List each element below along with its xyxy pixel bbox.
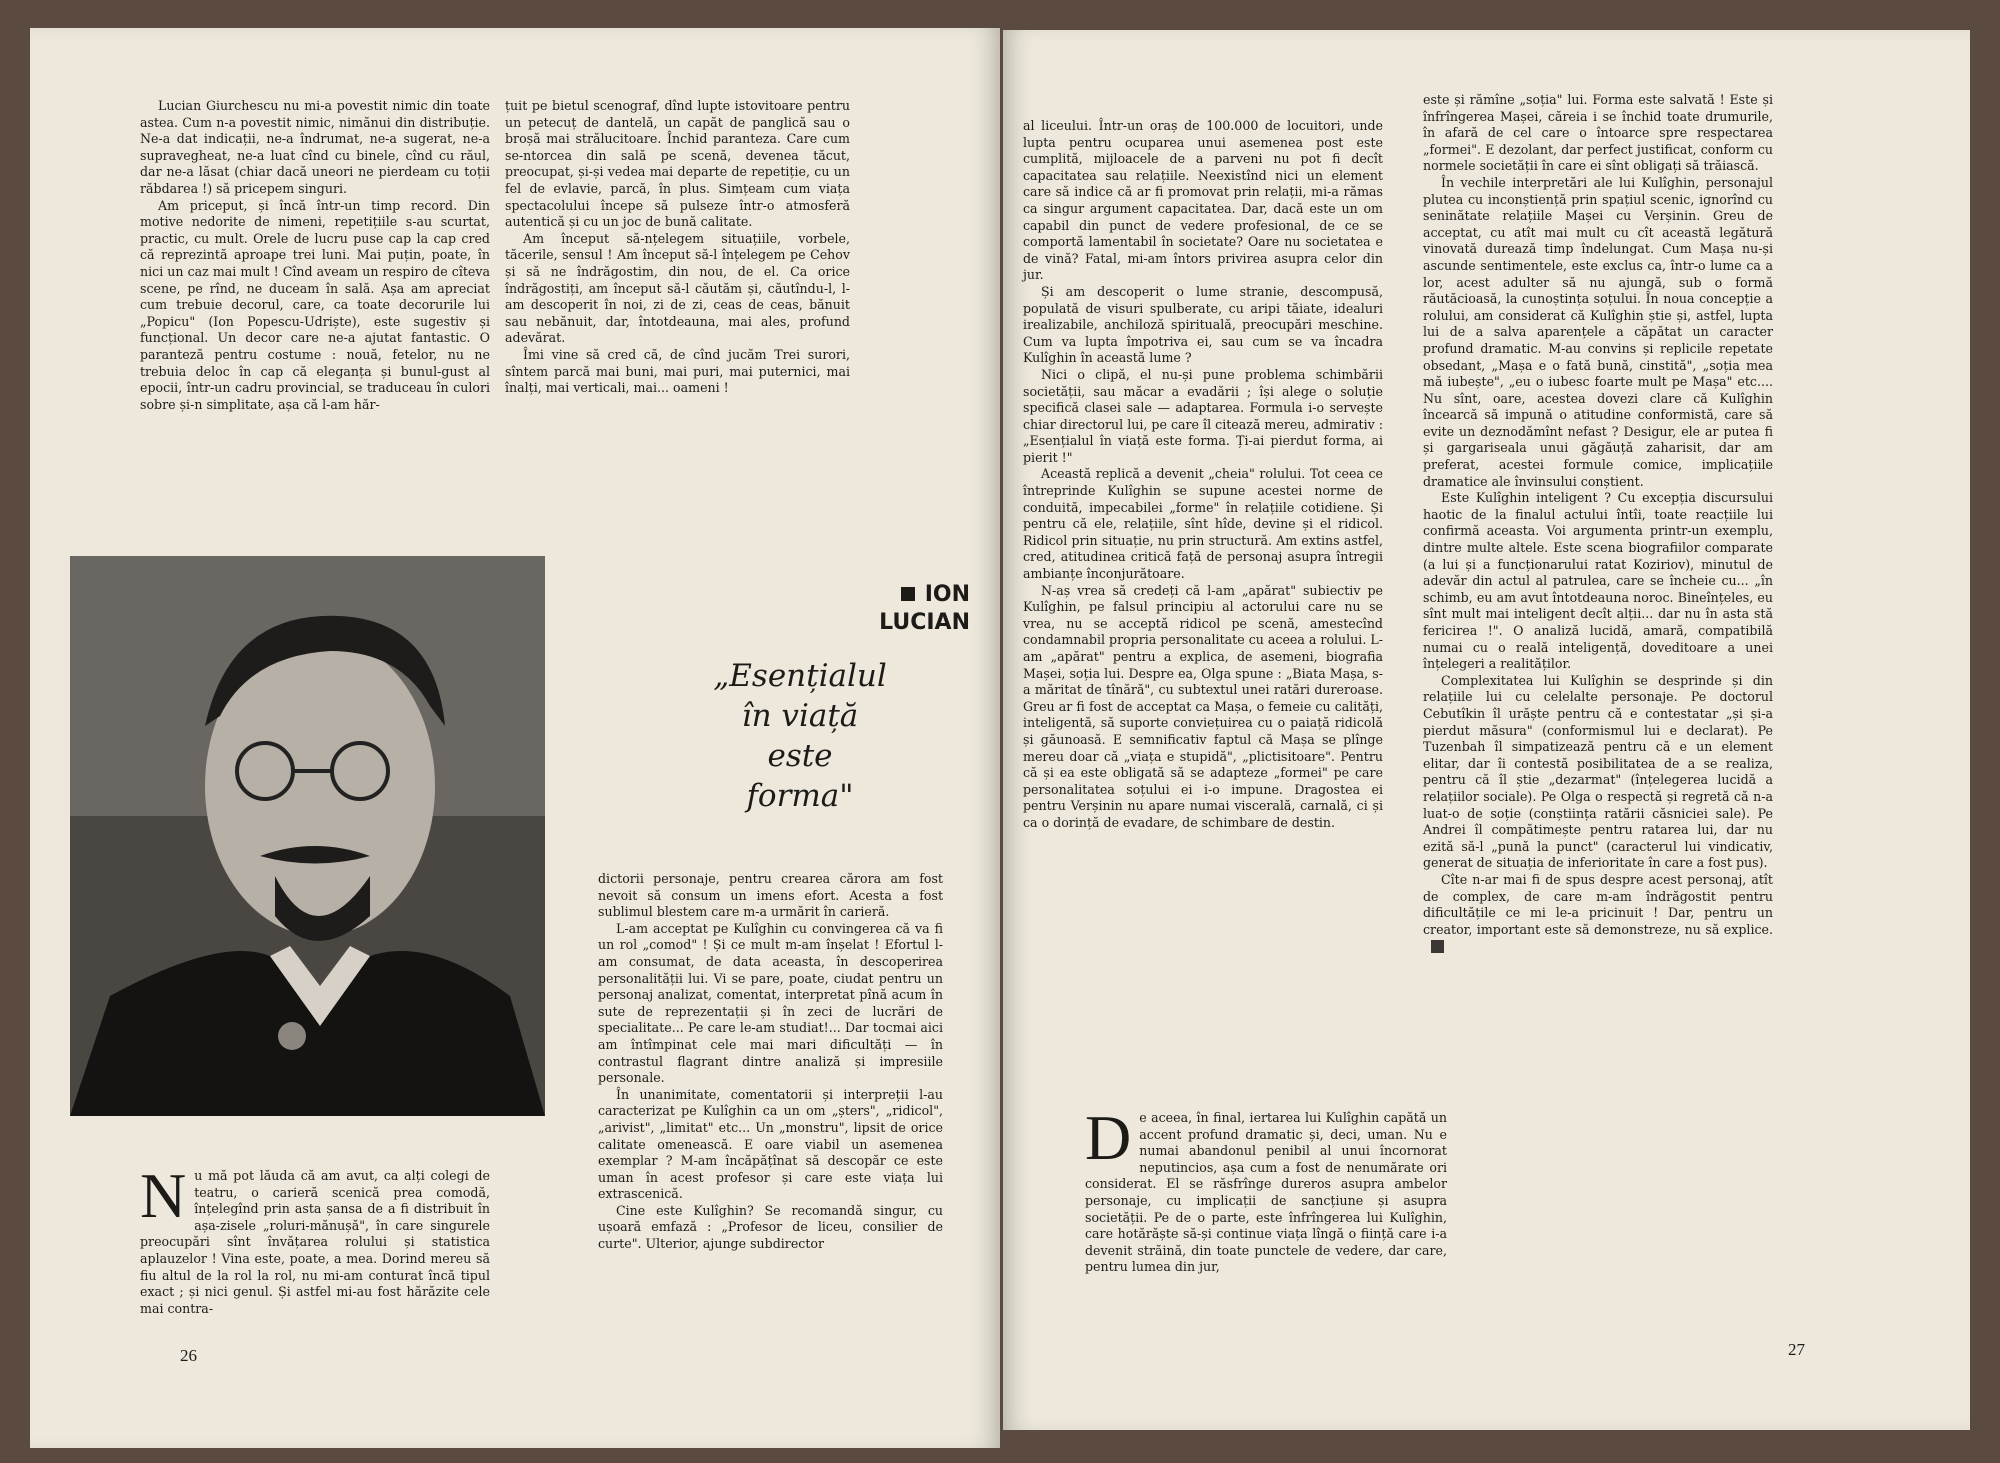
paragraph: Această replică a devenit „cheia" rolului. Tot ceea ce întreprinde Kulîghin se supune acestei norme de conduită, impecabilei „forme" în relațiile cotidiene. Și pentru că ele, relațiile, sînt hîde, devine și el ridicol. Ridicol prin situație, nu prin structură. Am extins astfel, cred, atitudinea critică față de personaj asupra întregii ambianțe înconjurătoare. [1023,466,1383,582]
right-col2 [1423,92,1773,955]
paragraph: Lucian Giurchescu nu mi-a povestit nimic din toate astea. Cum n-a povestit nimic, nimănui din distribuție. Ne-a dat indicații, ne-a îndrumat, ne-a sugerat, ne-a supravegheat, ne-a luat cînd cu binele, cînd cu răul, dar ne-a lăsat (chiar dacă uneori ne pierdeam cu toții răbdarea !) să pricepem singuri. [140,98,490,196]
paragraph: Îmi vine să cred că, de cînd jucăm Trei surori, sîntem parcă mai buni, mai puri, mai puternici, mai înalți, mai verticali, mai... oameni ! [505,346,850,396]
right-page [1003,30,1970,1430]
page-number: 27 [1788,1340,1805,1359]
author-name: ION LUCIAN [879,582,970,635]
paragraph: u mă pot lăuda că am avut, ca alți colegi de teatru, o carieră scenică prea comodă, înțelegînd prin asta șansa de a fi distribuit în așa-zisele „roluri-mănușă", în care singurele preocupări sînt învățarea rolului și statistica aplauzelor ! Vina este, poate, a mea. Dorind mereu să fiu altul de la rol la rol, nu mi-am conturat încă tipul exact ; și nici genul. Și astfel mi-au fost hărăzite cele mai contra- [140,1168,490,1316]
paragraph: În unanimitate, comentatorii și interpreții l-au caracterizat pe Kulîghin ca un om „șters", „ridicol", „arivist", „limitat" etc... Un „monstru", lipsit de orice calitate omenească. E oare viabil un asemenea exemplar ? M-am încăpățînat să descopăr ce este uman în acest profesor și care este viața lui extrascenică. [598,1086,943,1202]
drop-cap: D [1085,1102,1132,1173]
paragraph: N-aș vrea să credeți că l-am „apărat" subiectiv pe Kulîghin, pe falsul principiu al actorului care nu se vrea, nu se acceptă ridicol pe scenă, amestecînd condamnabil propria personalitate cu aceea a rolului. L-am „apărat" pentru a explica, de asemeni, biografia Mașei, soția lui. Despre ea, Olga spune : „Biata Mașa, s-a măritat de tînără", cu subtextul unei ratări dureroase. Greu ar fi fost de acceptat ca Mașa, o femeie cu calități, inteligentă, să suporte conviețuirea cu o paiață ridicolă și găunoasă. E semnificativ faptul că Mașa se plînge mereu doar că „viața e stupidă", „plictisitoare". Pentru că și ea este obligată să se adapteze „formei" pe care personalitatea soțului ei i-o impune. Dragostea ei pentru Verșinin nu apare numai viscerală, carnală, ci și ca o dorință de evadare, de schimbare de destin. [1023,582,1383,830]
paragraph: Cîte n-ar mai fi de spus despre acest personaj, atît de complex, de care m-am îndrăgostit pentru dificultățile ce mi le-a pricinuit ! Dar, pentru un creator, important este să demonstreze, nu să explice. [1423,872,1773,955]
left-col1-bottom [140,1160,490,1317]
end-of-article-icon [1431,940,1444,953]
paragraph: este și rămîne „soția" lui. Forma este salvată ! Este și înfrîngerea Mașei, căreia i se închid toate drumurile, în afară de cel care o întoarce spre respectarea „formei". E dezolant, dar perfect justificat, conform cu normele societății în care ei sînt obligați să trăiască. [1423,92,1773,174]
article-title: „Esențialul în viață este forma" [713,658,887,814]
left-col1-top [140,98,490,413]
paragraph: dictorii personaje, pentru crearea cărora am fost nevoit să consum un imens efort. Acesta a fost sublimul blestem care m-a urmărit în carieră. [598,871,943,920]
left-col2-top [505,98,850,397]
square-bullet-icon [901,587,915,601]
right-col1-bottom [1085,1102,1447,1276]
right-col1 [1023,118,1383,832]
portrait-photo [70,556,545,1116]
drop-cap: N [140,1160,187,1231]
paragraph: țuit pe bietul scenograf, dînd lupte istovitoare pentru un petecuț de dantelă, un capăt de panglică sau o broșă mai strălucitoare. Închid paranteza. Care cum se-ntorcea din sală pe scenă, devenea tăcut, preocupat, și-și vedea mai departe de repetiție, cu un fel de evlavie, parcă, în plus. Simțeam cum viața spectacolului începe să pulseze într-o atmosferă autentică și cu un joc de bună calitate. [505,98,850,230]
paragraph: Am început să-nțelegem situațiile, vorbele, tăcerile, sensul ! Am început să-l înțelegem pe Cehov și să ne îndrăgostim, din nou, de el. Ca orice îndrăgostiți, am început să-l căutăm și, căutîndu-l, l-am descoperit în noi, zi de zi, ceas de ceas, bănuit sau nebănuit, dar, întotdeauna, mai ales, profund adevărat. [505,230,850,346]
paragraph: Complexitatea lui Kulîghin se desprinde și din relațiile lui cu celelalte personaje. Pe doctorul Cebutîkin îl urăște pentru că e contestatar „și și-a pierdut măsura" (conformismul lui e declarat). Pe Tuzenbah îl simpatizează pentru că e un element elitar, dar îi contestă posibilitatea de a se realiza, pentru că îl știe „dezarmat" (înțelegerea lucidă a relațiilor sociale). Pe Olga o respectă și regretă că n-a luat-o de soție (conștiința ratării căsniciei sale). Pe Andrei îl compătimește pentru ratarea lui, dar nu ezită să-l „pună la punct" (caracterul lui vindicativ, generat de situația de inferioritate în care a fost pus). [1423,672,1773,871]
left-page [30,28,1000,1448]
paragraph: e aceea, în final, iertarea lui Kulîghin capătă un accent profund dramatic și, deci, uman. Nu e numai abandonul penibil al unui încornorat neputincios, așa cum a fost de nenumărate ori considerat. El se răsfrînge dureros asupra ambelor personaje, cu implicații de sancțiune și asupra societății. Pe de o parte, este înfrîngerea lui Kulîghin, care hotărăște să-și continue viața lîngă o ființă care i-a devenit străină, din toate punctele de vedere, dar care, pentru lumea din jur, [1085,1110,1447,1275]
paragraph: În vechile interpretări ale lui Kulîghin, personajul plutea cu inconștiență prin spațiul scenic, ignorînd cu seninătate relațiile Mașei cu Verșinin. Greu de acceptat, cu atît mai mult cu cît această legătură vinovată durează timp îndelungat. Cum Mașa nu-și ascunde sentimentele, este exclus ca, într-o lume ca a lor, acest adulter să nu ajungă, sub o formă răutăcioasă, la cunoștința soțului. În noua concepție a rolului, am considerat că Kulîghin știe și, astfel, lupta lui de a salva aparențele a căpătat un caracter profund dramatic. M-au convins și replicile repetate obsedant, „Mașa e o fată bună, cinstită", „soția mea mă iubește", „eu o iubesc foarte mult pe Mașa" etc.... Nu sînt, oare, acestea dovezi clare că Kulîghin încearcă să impună o atitudine conformistă, care să evite un deznodămînt nefast ? Desigur, ele ar putea fi și gargariseala unui găgăuță zaharisit, dar am preferat, acestei formule comice, implicațiile dramatice ale învinsului conștient. [1423,174,1773,489]
paragraph: Este Kulîghin inteligent ? Cu excepția discursului haotic de la finalul actului întîi, toate reacțiile lui confirmă aceasta. Voi argumenta printr-un exemplu, dintre multe altele. Este scena biografiilor comparate (a lui și a funcționarului ratat Koziriov), minutul de adevăr din actul al patrulea, care se încheie cu... „în schimb, eu am avut întotdeauna noroc. Bineînțeles, eu sînt mult mai inteligent decît alții... dar nu în asta stă fericirea !". O analiză lucidă, amară, compatibilă numai cu o reală inteligență, doveditoare a unei înțelegeri a realităților. [1423,490,1773,672]
left-col2-bottom [598,871,943,1253]
paragraph: L-am acceptat pe Kulîghin cu convingerea că va fi un rol „comod" ! Și ce mult m-am înșelat ! Efortul l-am consumat, de data aceasta, în descoperirea personalității lui. Vi se pare, poate, ciudat pentru un personaj analizat, comentat, interpretat pînă acum în sute de reprezentații și în zeci de lucrări de specialitate... Pe care le-am studiat!... Dar tocmai aici am întîmpinat cele mai mari dificultăți — în contrastul flagrant dintre analiză și impresiile personale. [598,920,943,1086]
paragraph: Am priceput, și încă într-un timp record. Din motive nedorite de nimeni, repetițiile s-au scurtat, practic, cu mult. Orele de lucru puse cap la cap cred că reprezintă aproape trei luni. Mai puțin, poate, în nici un caz mai mult ! Cînd aveam un respiro de cîteva scene, pe rînd, ne duceam în sală. Așa am apreciat cum trebuie decorul, care, ca toate decorurile lui „Popicu" (Ion Popescu-Udriște), este sugestiv și funcțional. Un decor care ne-a ajutat fantastic. O paranteză pentru costume : nouă, fetelor, nu ne trebuia deloc în cap că eleganța și bunul-gust al epocii, într-un cadru provincial, se traduceau în culori sobre și-n simplitate, așa că l-am hăr- [140,197,490,412]
paragraph: Nici o clipă, el nu-și pune problema schimbării societății, sau măcar a evadării ; își alege o soluție specifică clasei sale — adaptarea. Formula i-o servește chiar directorul lui, pe care îl citează mereu, admirativ : „Esențialul în viață este forma. Ți-ai pierdut forma, ai pierit !" [1023,366,1383,465]
page-number: 26 [180,1346,197,1365]
paragraph: Și am descoperit o lume stranie, descompusă, populată de visuri spulberate, cu aripi tăiate, idealuri irealizabile, anchiloză spirituală, preocupări meschine. Cum va lupta împotriva ei, sau cum se va încadra Kulîghin în această lume ? [1023,283,1383,366]
paragraph: al liceului. Într-un oraș de 100.000 de locuitori, unde lupta pentru ocuparea unui asemenea post este cumplită, mijloacele de a parveni nu pot fi decît capacitatea sau relațiile. Neexistînd nici un element care să indice că ar fi promovat prin relații, mi-a rămas ca singur argument capacitatea. Dar, dacă este un om capabil din punct de vedere profesional, de ce se comportă lamentabil în societate? Oare nu societatea e de vină? Fatal, mi-am întors privirea asupra celor din jur. [1023,118,1383,283]
paragraph: Cine este Kulîghin? Se recomandă singur, cu ușoară emfază : „Profesor de liceu, consilier de curte". Ulterior, ajunge subdirector [598,1202,943,1252]
